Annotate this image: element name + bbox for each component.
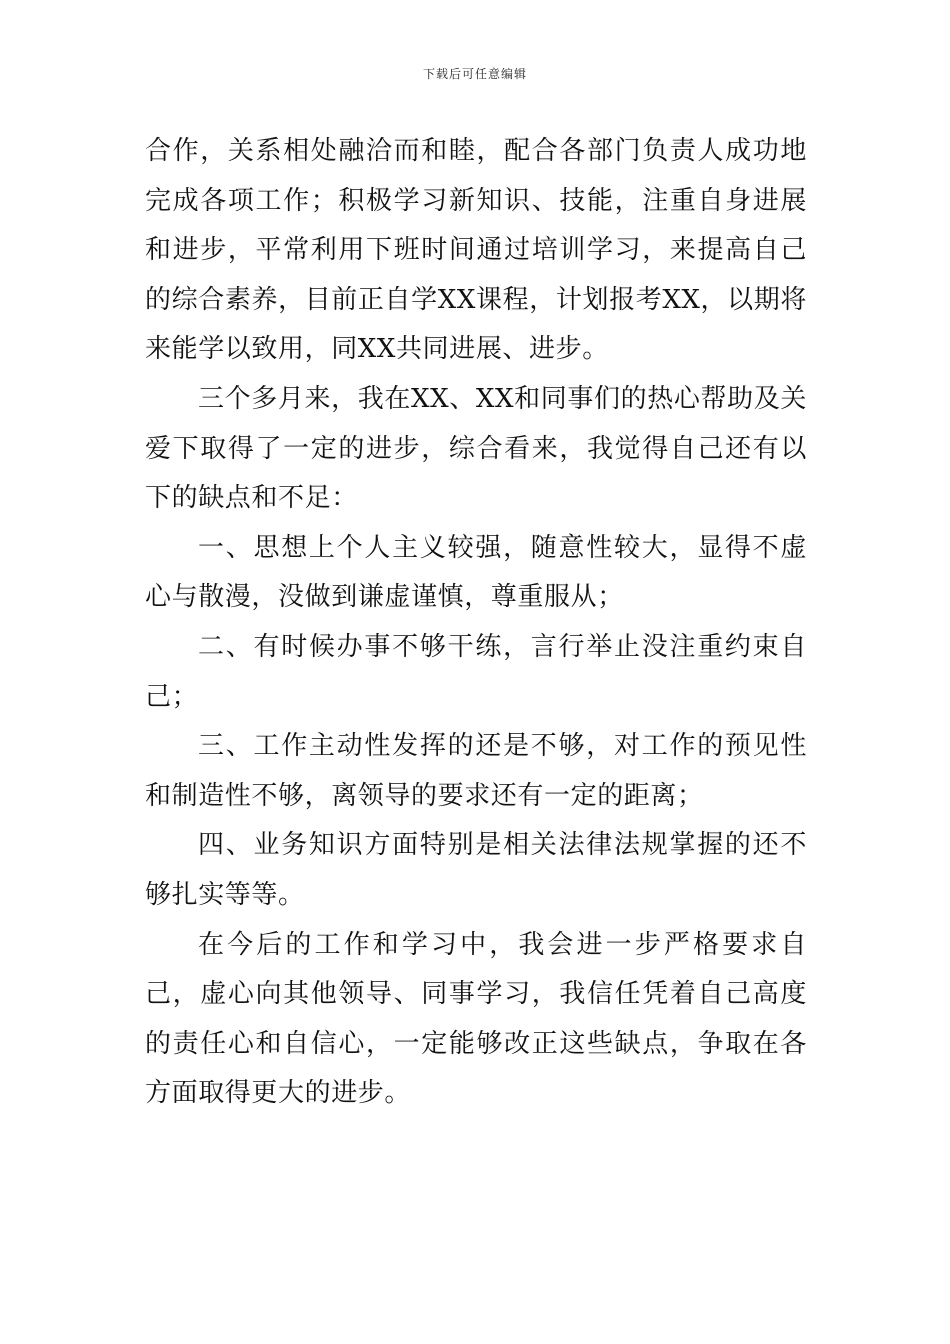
paragraph-point-3: 三、工作主动性发挥的还是不够，对工作的预见性和制造性不够，离领导的要求还有一定的距离； xyxy=(145,731,807,811)
paragraph-summary: 三个多月来，我在XX、XX和同事们的热心帮助及关爱下取得了一定的进步，综合看来，我觉得自己还有以下的缺点和不足： xyxy=(145,383,807,514)
paragraph-conclusion: 在今后的工作和学习中，我会进一步严格要求自己，虚心向其他领导、同事学习，我信任凭着自己高度的责任心和自信心，一定能够改正这些缺点，争取在各方面取得更大的进步。 xyxy=(145,929,807,1109)
document-body xyxy=(145,127,807,1119)
paragraph-point-4: 四、业务知识方面特别是相关法律法规掌握的还不够扎实等等。 xyxy=(145,830,807,910)
header-note: 下载后可任意编辑 xyxy=(422,67,527,81)
paragraph-continuation: 合作，关系相处融洽而和睦，配合各部门负责人成功地完成各项工作；积极学习新知识、技能，注重自身进展和进步，平常利用下班时间通过培训学习，来提高自己的综合素养，目前正自学XX课程，计划报考XX，以期将来能学以致用，同XX共同进展、进步。 xyxy=(145,136,807,365)
paragraph-point-1: 一、思想上个人主义较强，随意性较大，显得不虚心与散漫，没做到谦虚谨慎，尊重服从； xyxy=(145,532,807,613)
paragraph-point-2: 二、有时候办事不够干练，言行举止没注重约束自己； xyxy=(145,631,807,712)
